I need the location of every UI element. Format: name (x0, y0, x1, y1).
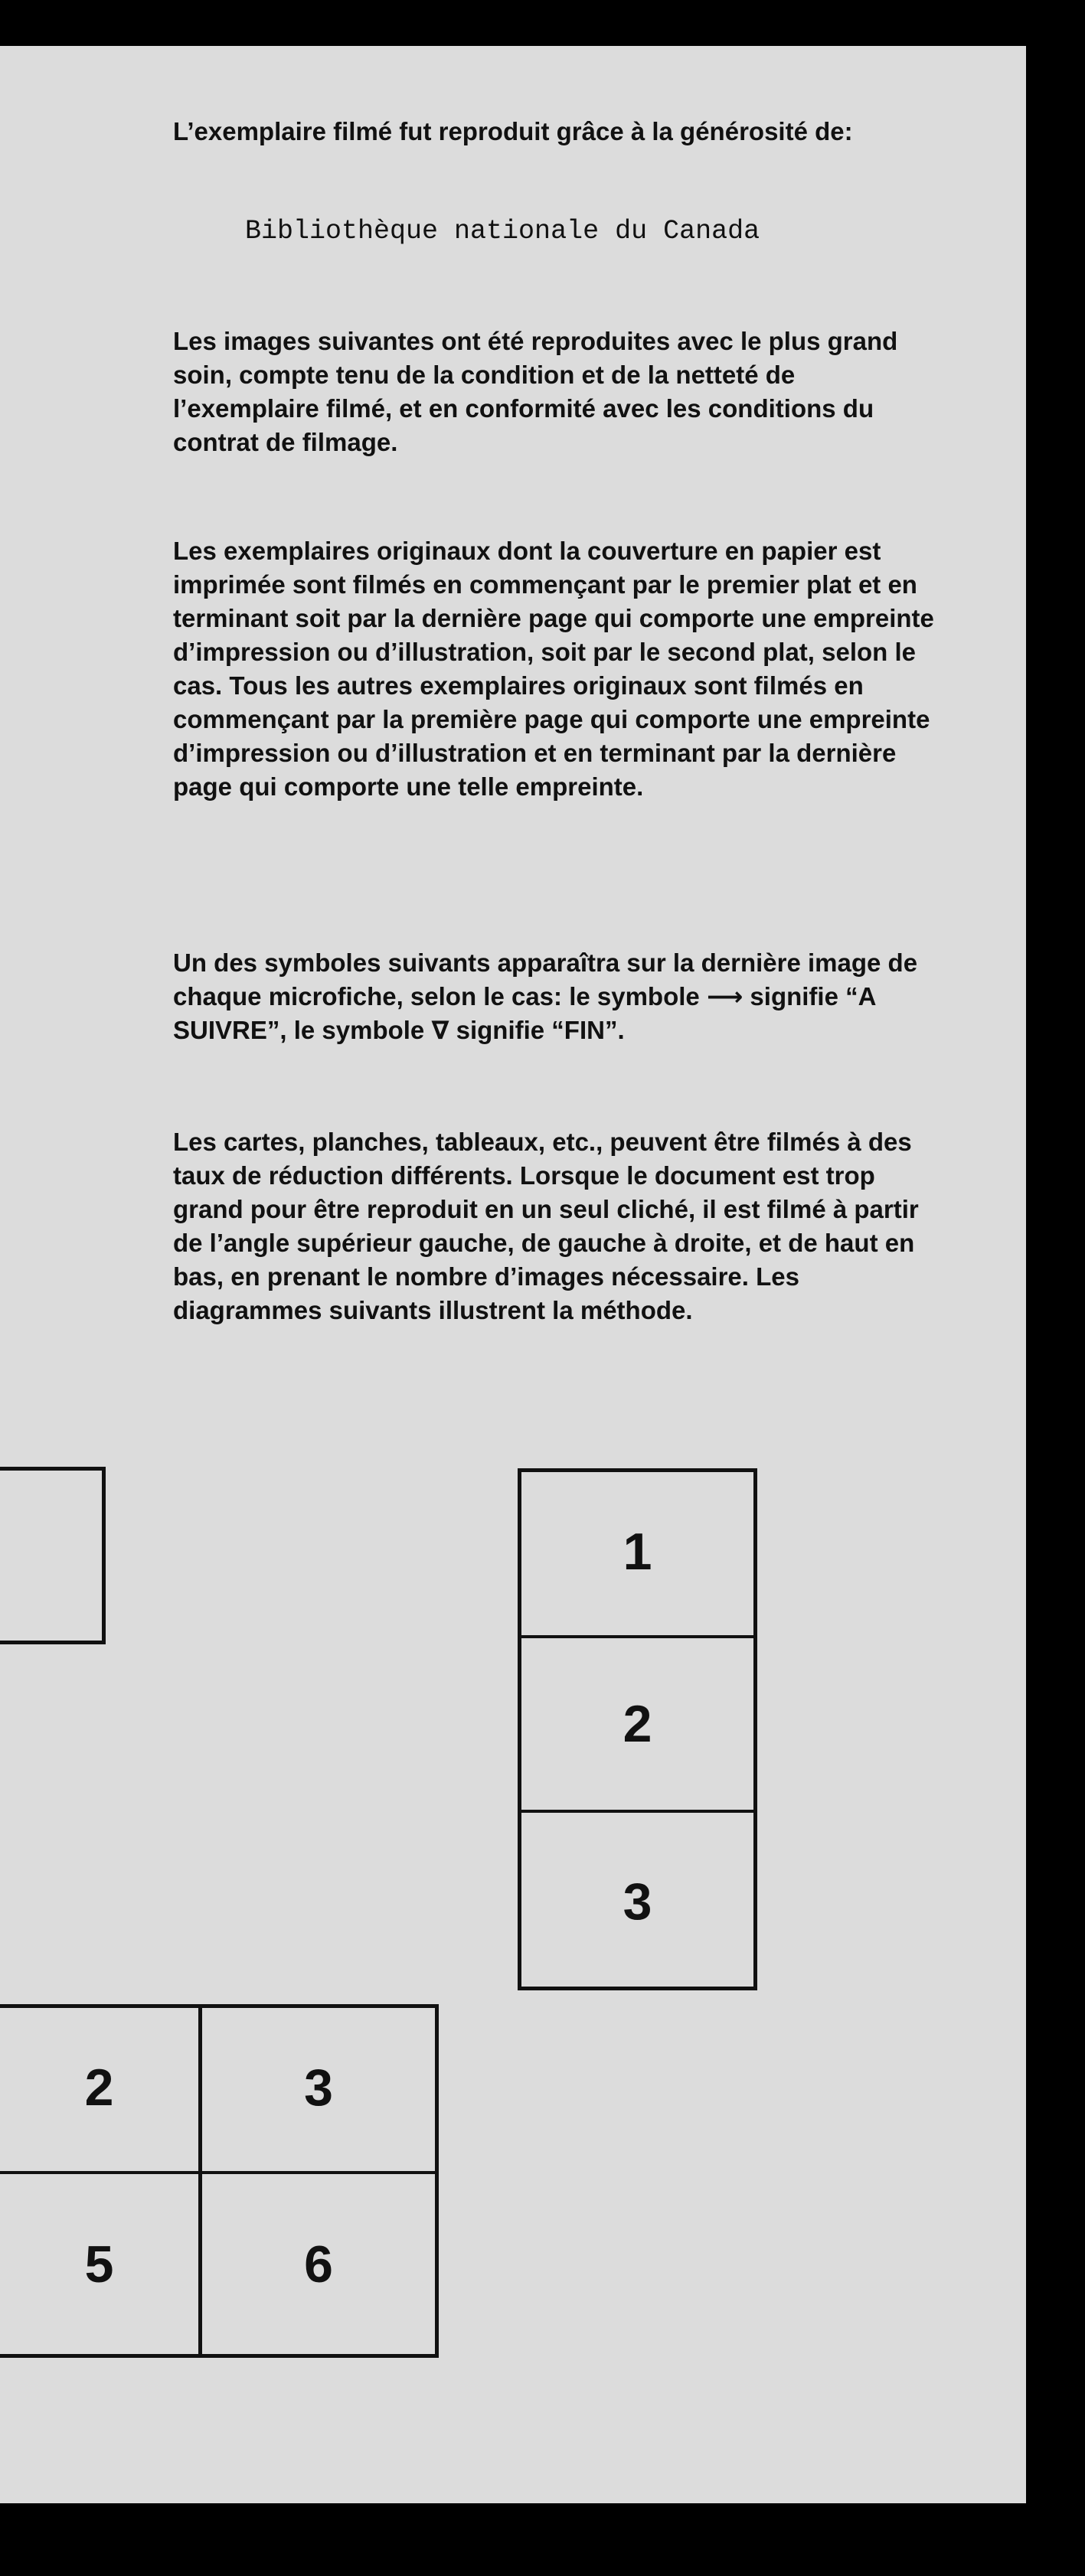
triangle-symbol-icon: ∇ (431, 1016, 449, 1044)
paragraph-reproduction-care: Les images suivantes ont été reproduites avec le plus grand soin, compte tenu de la condition et de la netteté de l’exemplaire filmé, et en conformité avec les conditions du contrat de filmage. (173, 327, 898, 456)
symbols-text-c: signifie “FIN”. (456, 1016, 625, 1044)
diagram-vertical-cell: 3 (623, 1872, 652, 1931)
diagram-vertical-cell: 1 (518, 1468, 757, 1638)
microfilm-notice-page (0, 46, 1026, 2503)
symbols-text-a: Un des symboles suivants apparaîtra sur la dernière image de chaque microfiche, selon le cas: le symbole (173, 948, 918, 1010)
library-name: Bibliothèque nationale du Canada (245, 216, 760, 246)
intro-text: L’exemplaire filmé fut reproduit grâce à la générosité de: (173, 117, 853, 145)
paragraph-filming-order: Les exemplaires originaux dont la couverture en papier est imprimée sont filmés en commençant par le premier plat et en terminant soit par la dernière page qui comporte une empreinte d’impression ou d’illustration, soit par le second plat, selon le cas. Tous les autres exemplaires originaux sont filmés en commençant par la première page qui comporte une empreinte d’impression ou d’illustration et en terminant par la dernière page qui comporte une telle empreinte. (173, 537, 934, 801)
arrow-symbol-icon: ⟶ (706, 982, 743, 1010)
diagram-vertical-cell: 2 (518, 1638, 757, 1813)
paragraph-symbols (173, 946, 939, 1047)
diagram-grid-cell: 2 (0, 2004, 202, 2174)
diagram-grid-cell: 5 (0, 2174, 202, 2354)
diagram-grid-cell: 3 (202, 2004, 435, 2174)
paragraph-reduction-method: Les cartes, planches, tableaux, etc., peuvent être filmés à des taux de réduction différents. Lorsque le document est trop grand pour être reproduit en un seul cliché, il est filmé à partir de l’angle supérieur gauche, de gauche à droite, et de haut en bas, en prenant le nombre d’images nécessaire. Les diagrammes suivants illustrent la méthode. (173, 1128, 919, 1324)
diagram-horizontal-strip (0, 1467, 106, 1644)
diagram-strip-cell (0, 1467, 15, 1644)
symbols-text-b: signifie “A SUIVRE”, le symbole (173, 982, 876, 1044)
diagram-grid-cell: 6 (304, 2235, 333, 2294)
